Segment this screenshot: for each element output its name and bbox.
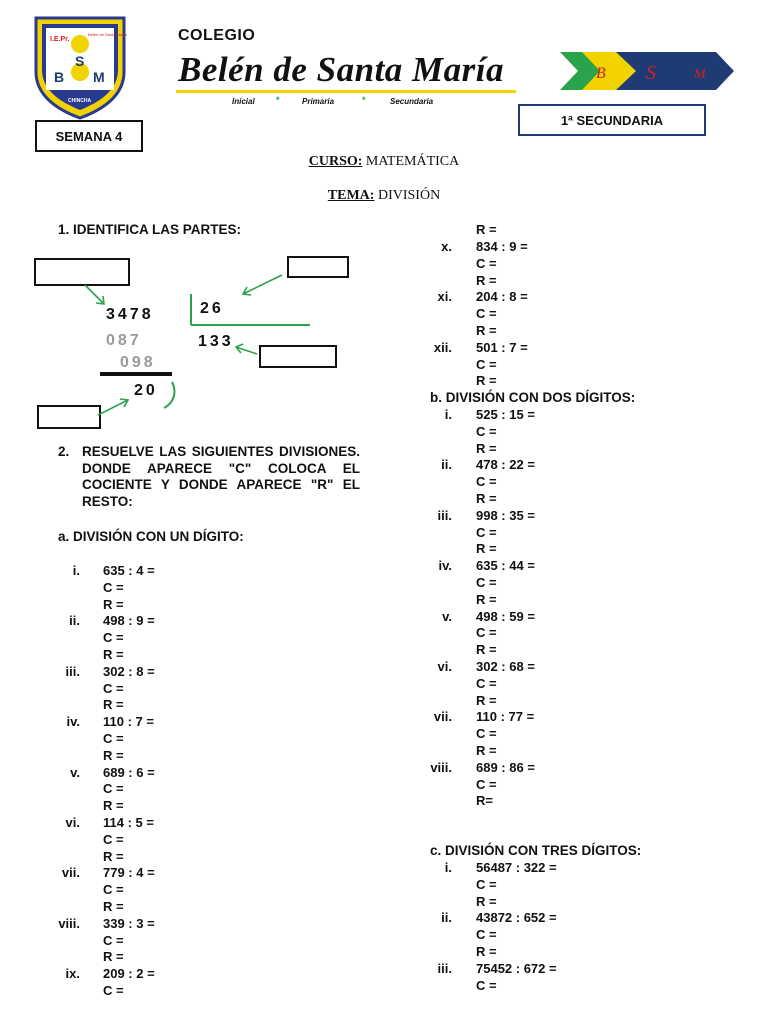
remainder-answer[interactable]: R = <box>103 596 124 612</box>
division-exercise: 114 : 5 = <box>103 815 154 830</box>
course-value: MATEMÁTICA <box>365 154 460 169</box>
quotient-answer[interactable]: C = <box>476 977 497 993</box>
division-exercise: 302 : 8 = <box>103 663 155 679</box>
quotient-number: 133 <box>198 333 234 350</box>
division-exercise: 56487 : 322 = <box>476 860 557 875</box>
remainder-answer[interactable]: R = <box>103 899 124 914</box>
banner-letter-b: B <box>596 65 606 82</box>
remainder-answer[interactable]: R = <box>476 222 497 237</box>
quotient-answer[interactable]: C = <box>476 474 497 490</box>
remainder-answer[interactable]: R = <box>103 647 124 662</box>
level-primaria: Primaria <box>302 97 335 106</box>
quotient-answer[interactable]: C = <box>476 255 497 271</box>
exercise-number: viii. <box>58 915 80 931</box>
quotient-answer[interactable]: C = <box>103 781 124 797</box>
course-label: CURSO: <box>308 154 363 169</box>
remainder-answer[interactable]: R = <box>103 798 124 814</box>
division-exercise: 501 : 7 = <box>476 339 528 355</box>
division-exercise: 302 : 68 = <box>476 659 535 674</box>
question-1-title: 1. IDENTIFICA LAS PARTES: <box>58 222 242 237</box>
exercise-number: xi. <box>437 289 452 305</box>
exercise-number: i. <box>72 563 80 578</box>
quotient-answer[interactable]: C = <box>476 524 497 540</box>
banner-letter-s: S <box>646 62 656 84</box>
quotient-answer[interactable]: C = <box>476 675 497 691</box>
level-separator: * <box>362 95 366 105</box>
exercise-number: viii. <box>430 759 452 775</box>
remainder-answer[interactable]: R = <box>103 848 124 864</box>
quotient-answer[interactable]: C = <box>103 932 124 948</box>
exercise-number: i. <box>444 407 452 422</box>
division-exercise: 834 : 9 = <box>476 239 528 254</box>
division-exercise: 689 : 86 = <box>476 759 535 775</box>
exercise-number: v. <box>70 764 80 780</box>
remainder-answer[interactable]: R = <box>476 491 497 506</box>
exercise-number: iii. <box>437 960 452 976</box>
logo-bottom-text: CHINCHA <box>68 98 92 104</box>
quotient-answer[interactable]: C = <box>103 680 124 696</box>
quotient-answer[interactable]: C = <box>103 831 124 847</box>
quotient-answer[interactable]: C = <box>103 882 124 898</box>
partial-step-1: 087 <box>106 332 142 349</box>
division-exercise: 339 : 3 = <box>103 915 155 931</box>
exercise-number: vii. <box>61 865 80 881</box>
division-exercise: 204 : 8 = <box>476 289 528 305</box>
remainder-answer[interactable]: R= <box>476 793 493 809</box>
section-a-title: a. DIVISIÓN CON UN DÍGITO: <box>58 529 244 544</box>
division-exercise: 498 : 9 = <box>103 613 155 629</box>
division-exercise: 635 : 44 = <box>476 558 535 574</box>
quotient-answer[interactable]: C = <box>476 876 497 892</box>
remainder-answer[interactable]: R = <box>476 591 497 607</box>
remainder-answer[interactable]: R = <box>476 944 497 959</box>
exercise-number: vi. <box>437 659 452 674</box>
quotient-answer[interactable]: C = <box>476 423 497 439</box>
remainder-answer[interactable]: R = <box>476 373 497 389</box>
exercise-number: iii. <box>65 663 80 679</box>
logo-letter-m: M <box>93 69 105 85</box>
week-box: SEMANA 4 <box>35 120 143 152</box>
exercise-number: iv. <box>66 714 80 730</box>
division-exercise: 498 : 59 = <box>476 608 535 624</box>
remainder-answer[interactable]: R = <box>476 743 497 758</box>
logo-subtitle-text: Belén de Santa María <box>88 32 127 37</box>
quotient-answer[interactable]: C = <box>476 927 497 943</box>
exercise-number: ii. <box>69 613 80 629</box>
division-exercise: 75452 : 672 = <box>476 960 557 976</box>
topic-value: DIVISIÓN <box>377 188 441 203</box>
remainder-answer[interactable]: R = <box>476 323 497 338</box>
level-separator: * <box>276 95 280 105</box>
division-exercise: 478 : 22 = <box>476 457 535 473</box>
remainder-answer[interactable]: R = <box>476 893 497 909</box>
colegio-label: COLEGIO <box>178 27 256 44</box>
exercise-number: ix. <box>65 966 80 982</box>
logo-top-text: I.E.Pr. <box>50 36 70 43</box>
logo-letter-s: S <box>75 53 85 69</box>
section-c-title: c. DIVISIÓN CON TRES DÍGITOS: <box>430 843 642 858</box>
division-exercise: 110 : 7 = <box>103 714 154 730</box>
division-exercise: 998 : 35 = <box>476 507 535 523</box>
remainder-answer[interactable]: R = <box>476 642 497 658</box>
banner-letter-m: M <box>694 67 706 82</box>
exercise-number: ii. <box>441 910 452 926</box>
question-2-number: 2. <box>58 444 70 459</box>
remainder-answer[interactable]: R = <box>476 272 497 288</box>
quotient-answer[interactable]: C = <box>103 579 124 595</box>
division-exercise: 110 : 77 = <box>476 709 535 725</box>
remainder-answer[interactable]: R = <box>476 440 497 456</box>
remainder-number: 20 <box>134 382 158 399</box>
topic-label: TEMA: <box>327 188 375 203</box>
question-2-instructions: RESUELVE LAS SIGUIENTES DIVISIONES. DONDE APARECE "C" COLOCA EL COCIENTE Y DONDE APARECE "R" EL RESTO: <box>82 444 360 509</box>
exercise-number: iii. <box>437 507 452 523</box>
exercise-number: vii. <box>433 709 452 725</box>
division-exercise: 209 : 2 = <box>103 966 155 982</box>
quotient-answer[interactable]: C = <box>476 625 497 641</box>
quotient-answer[interactable]: C = <box>476 776 497 792</box>
section-b-title: b. DIVISIÓN CON DOS DÍGITOS: <box>430 390 636 405</box>
division-exercise: 635 : 4 = <box>103 563 155 578</box>
school-name: Belén de Santa María <box>178 50 505 89</box>
quotient-answer[interactable]: C = <box>476 726 497 742</box>
quotient-answer[interactable]: C = <box>476 356 497 372</box>
remainder-answer[interactable]: R = <box>476 541 497 557</box>
dividend-number: 3478 <box>106 306 154 323</box>
division-exercise: 525 : 15 = <box>476 407 535 422</box>
division-exercise: 689 : 6 = <box>103 764 155 780</box>
quotient-answer[interactable]: C = <box>476 575 497 590</box>
level-secundaria: Secundaria <box>390 97 434 106</box>
logo-letter-b: B <box>54 69 65 85</box>
exercise-number: vi. <box>65 815 80 830</box>
exercise-number: x. <box>441 239 452 254</box>
quotient-answer[interactable]: C = <box>103 630 124 646</box>
quotient-answer[interactable]: C = <box>103 731 124 746</box>
level-inicial: Inicial <box>232 97 255 106</box>
remainder-answer[interactable]: R = <box>103 747 124 763</box>
quotient-answer[interactable]: C = <box>476 306 497 322</box>
remainder-answer[interactable]: R = <box>476 692 497 708</box>
quotient-answer[interactable]: C = <box>103 983 124 998</box>
exercise-number: ii. <box>441 457 452 473</box>
division-exercise: 43872 : 652 = <box>476 910 557 926</box>
divisor-number: 26 <box>200 300 224 317</box>
exercise-number: i. <box>444 860 452 875</box>
remainder-answer[interactable]: R = <box>103 949 124 965</box>
exercise-number: xii. <box>433 339 452 355</box>
remainder-answer[interactable]: R = <box>103 697 124 713</box>
division-exercise: 779 : 4 = <box>103 865 155 881</box>
exercise-number: v. <box>442 608 452 624</box>
exercise-number: iv. <box>438 558 452 574</box>
grade-box: 1ª SECUNDARIA <box>518 104 706 136</box>
partial-step-2: 098 <box>120 354 156 371</box>
